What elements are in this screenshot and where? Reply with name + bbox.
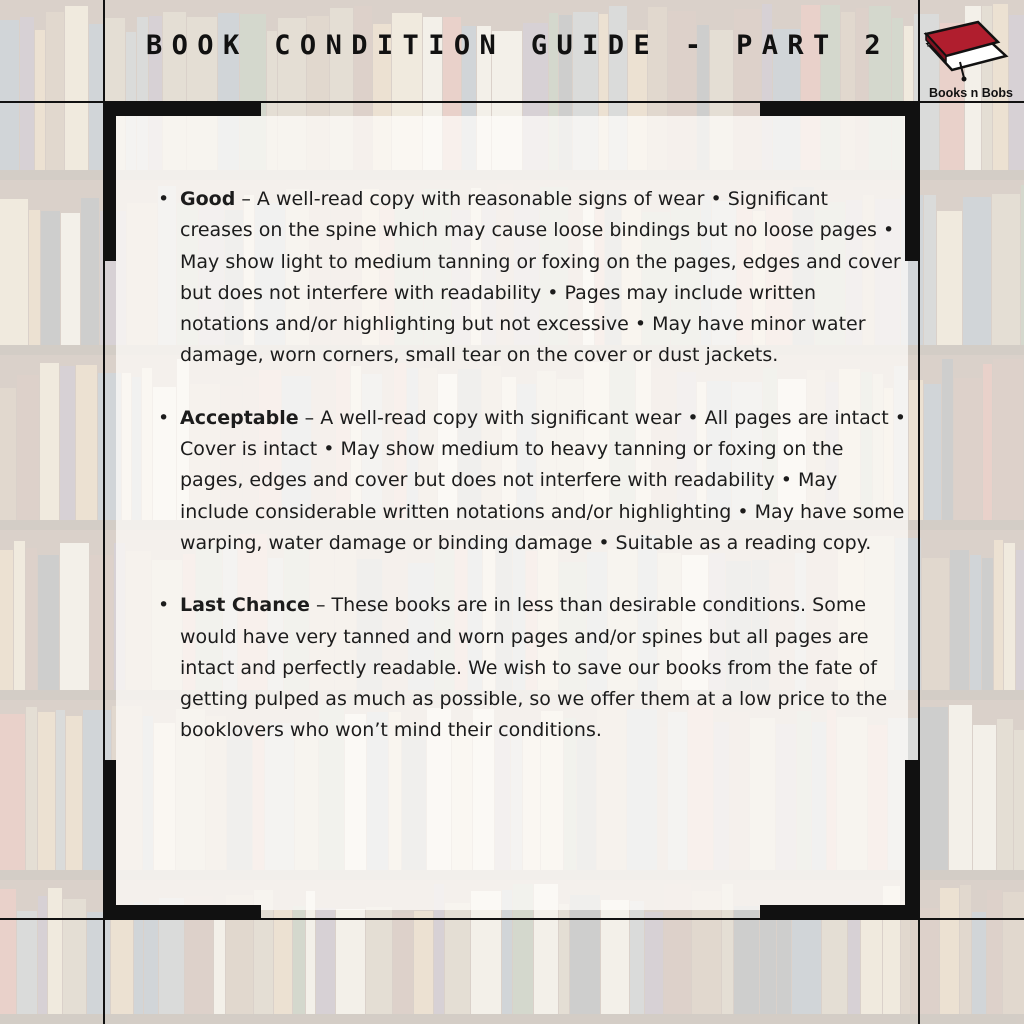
condition-description: A well-read copy with significant wear • All pages are intact • Cover is intact • May show medium to heavy tanning or foxing on the pages, edges and cover but does not interfere with readability • May include considerable written notations and/or highlighting • May have some warping, water damage or binding damage • Suitable as a reading copy.: [180, 406, 906, 554]
condition-name: Good: [180, 188, 236, 210]
corner-bracket-bottom-right: [760, 905, 918, 918]
condition-name: Last Chance: [180, 594, 310, 617]
corner-bracket-top-left: [103, 103, 116, 261]
corner-bracket-bottom-right: [905, 760, 918, 918]
book-logo-icon: [922, 12, 1020, 86]
logo-text: Books n Bobs: [928, 86, 1014, 100]
right-divider-line: [918, 0, 920, 1024]
condition-description: These books are in less than desirable conditions. Some would have very tanned and worn pages and/or spines but all pages are intact and perfectly readable. We wish to save our books from the fate of getting pulped as much as possible, so we offer them at a low price to the booklovers who won’t mind their conditions.: [180, 594, 888, 742]
corner-bracket-top-left: [103, 103, 261, 116]
separator: –: [309, 594, 332, 617]
condition-item-acceptable: [158, 403, 906, 559]
corner-bracket-top-right: [760, 103, 918, 116]
page-title: BOOK CONDITION GUIDE - PART 2: [146, 30, 891, 61]
condition-list: [158, 184, 906, 778]
bullet: •: [158, 406, 170, 429]
condition-name: Acceptable: [180, 406, 299, 429]
separator: –: [235, 188, 257, 210]
condition-item-good: [158, 184, 906, 372]
corner-bracket-bottom-left: [103, 760, 116, 918]
brand-logo: [922, 12, 1020, 102]
footer-divider-line: [0, 918, 1024, 920]
condition-description: A well-read copy with reasonable signs of wear • Significant creases on the spine which may cause loose bindings but no loose pages • May show light to medium tanning or foxing on the pages, edges and cover but does not interfere with readability • Pages may include written notations and/or highlighting but not excessive • May have minor water damage, worn corners, small tear on the cover or dust jackets.: [180, 188, 901, 367]
corner-bracket-top-right: [905, 103, 918, 261]
bullet: •: [158, 594, 170, 617]
separator: –: [298, 406, 321, 429]
bullet: •: [158, 188, 170, 210]
corner-bracket-bottom-left: [103, 905, 261, 918]
condition-item-last-chance: [158, 590, 906, 746]
